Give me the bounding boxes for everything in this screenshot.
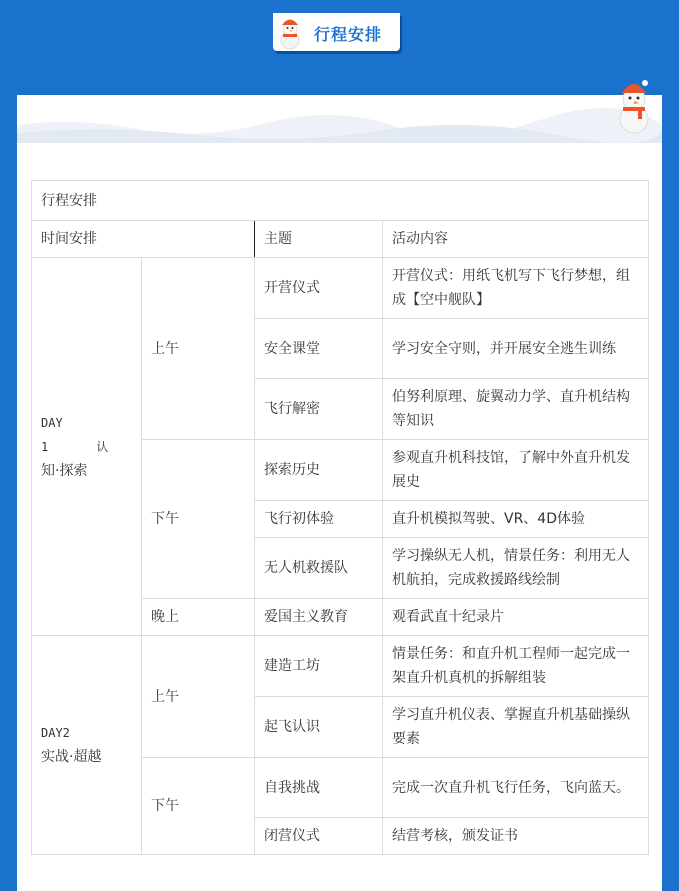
day-label: DAY2 实战·超越 (32, 636, 142, 855)
topic-cell: 自我挑战 (255, 758, 383, 818)
corner-snowman-icon (608, 73, 660, 135)
table-caption: 行程安排 (32, 181, 649, 221)
snow-banner (17, 95, 662, 155)
day-label: DAY 1 认 知·探索 (32, 258, 142, 636)
section-title-tab (273, 13, 400, 51)
content-cell: 完成一次直升机飞行任务，飞向蓝天。 (383, 758, 649, 818)
topic-cell: 无人机救援队 (255, 538, 383, 599)
content-cell: 结营考核，颁发证书 (383, 818, 649, 855)
section-title: 行程安排 (314, 25, 383, 44)
content-cell: 伯努利原理、旋翼动力学、直升机结构等知识 (383, 379, 649, 440)
topic-cell: 建造工坊 (255, 636, 383, 697)
period-label: 晚上 (142, 599, 255, 636)
content-cell: 开营仪式：用纸飞机写下飞行梦想，组成【空中舰队】 (383, 258, 649, 319)
topic-cell: 起飞认识 (255, 697, 383, 758)
topic-cell: 安全课堂 (255, 319, 383, 379)
topic-cell: 开营仪式 (255, 258, 383, 319)
column-header-time: 时间安排 (32, 221, 255, 258)
table-row (32, 258, 649, 319)
period-label: 上午 (142, 636, 255, 758)
period-label: 上午 (142, 258, 255, 440)
column-header-topic: 主题 (255, 221, 383, 258)
content-cell: 参观直升机科技馆，了解中外直升机发展史 (383, 440, 649, 501)
snowman-icon (273, 16, 307, 50)
topic-cell: 飞行初体验 (255, 501, 383, 538)
content-cell: 观看武直十纪录片 (383, 599, 649, 636)
content-cell: 学习安全守则，并开展安全逃生训练 (383, 319, 649, 379)
content-cell: 情景任务：和直升机工程师一起完成一架直升机真机的拆解组装 (383, 636, 649, 697)
period-label: 下午 (142, 440, 255, 599)
content-panel (17, 95, 662, 891)
topic-cell: 闭营仪式 (255, 818, 383, 855)
schedule-table (31, 180, 649, 855)
table-row (32, 636, 649, 697)
topic-cell: 探索历史 (255, 440, 383, 501)
content-cell: 学习直升机仪表、掌握直升机基础操纵要素 (383, 697, 649, 758)
topic-cell: 飞行解密 (255, 379, 383, 440)
content-cell: 学习操纵无人机，情景任务：利用无人机航拍，完成救援路线绘制 (383, 538, 649, 599)
column-header-content: 活动内容 (383, 221, 649, 258)
content-cell: 直升机模拟驾驶、VR、4D体验 (383, 501, 649, 538)
topic-cell: 爱国主义教育 (255, 599, 383, 636)
period-label: 下午 (142, 758, 255, 855)
